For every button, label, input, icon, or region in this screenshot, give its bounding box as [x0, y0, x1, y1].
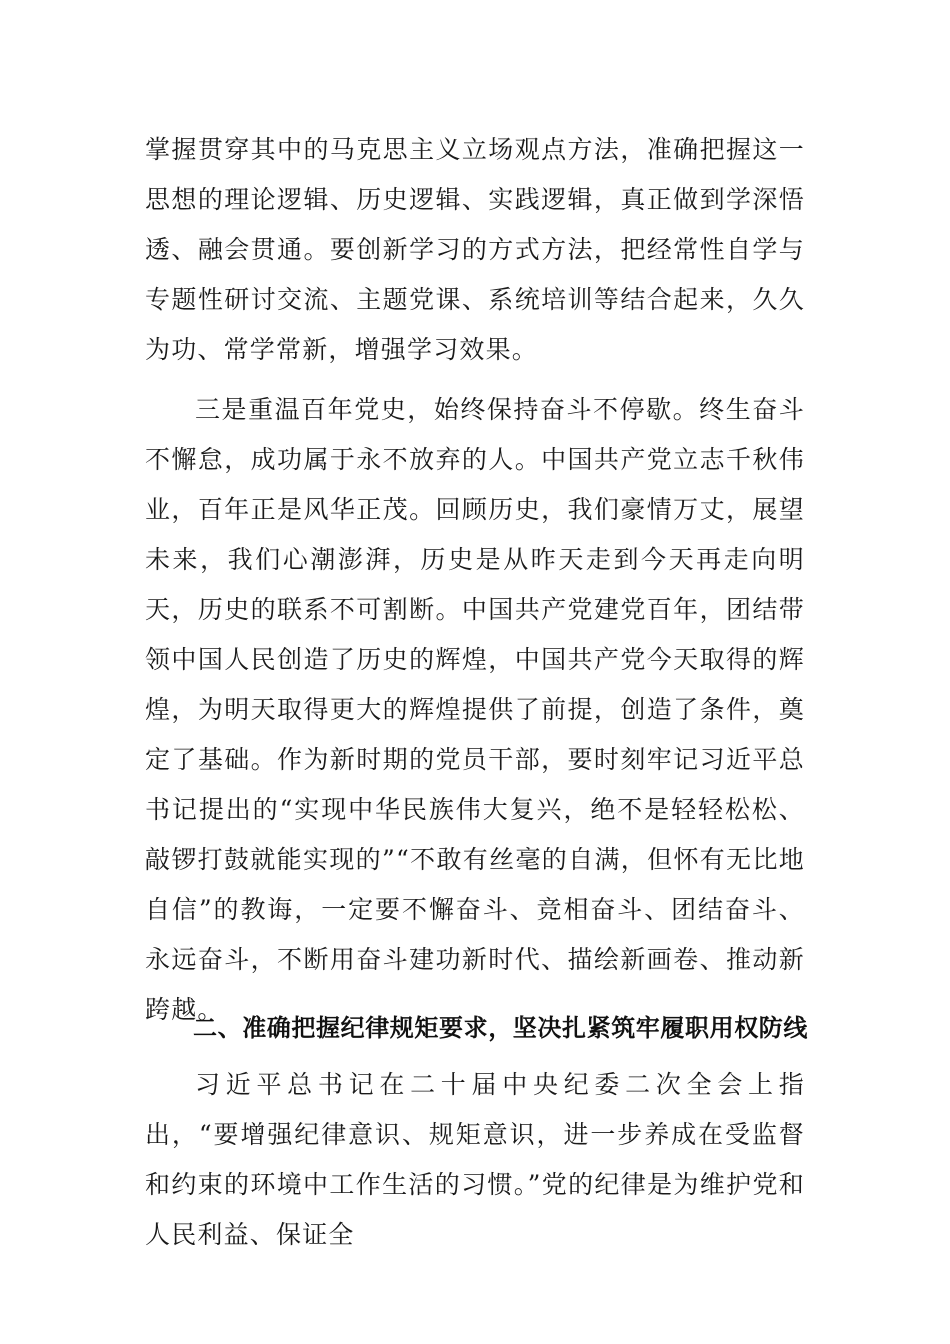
- section-heading: 二、准确把握纪律规矩要求，坚决扎紧筑牢履职用权防线: [193, 1014, 808, 1042]
- paragraph-continuation: 掌握贯穿其中的马克思主义立场观点方法，准确把握这一思想的理论逻辑、历史逻辑、实践逻辑，真正做到学深悟透、融会贯通。要创新学习的方式方法，把经常性自学与专题性研讨交流、主题党课、系统培训等结合起来，久久为功、常学常新，增强学习效果。: [145, 135, 805, 364]
- paragraph-discipline: 习近平总书记在二十届中央纪委二次全会上指出，“要增强纪律意识、规矩意识，进一步养成在受监督和约束的环境中工作生活的习惯。”党的纪律是为维护党和人民利益、保证全: [145, 1070, 805, 1249]
- paragraph-party-history: 三是重温百年党史，始终保持奋斗不停歇。终生奋斗不懈怠，成功属于永不放弃的人。中国共产党立志千秋伟业，百年正是风华正茂。回顾历史，我们豪情万丈，展望未来，我们心潮澎湃，历史是从昨天走到今天再走向明天，历史的联系不可割断。中国共产党建党百年，团结带领中国人民创造了历史的辉煌，中国共产党今天取得的辉煌，为明天取得更大的辉煌提供了前提，创造了条件，奠定了基础。作为新时期的党员干部，要时刻牢记习近平总书记提出的“实现中华民族伟大复兴，绝不是轻轻松松、敲锣打鼓就能实现的”“不敢有丝毫的自满，但怀有无比地自信”的教诲，一定要不懈奋斗、竞相奋斗、团结奋斗、永远奋斗，不断用奋斗建功新时代、描绘新画卷、推动新跨越。: [145, 395, 805, 1024]
